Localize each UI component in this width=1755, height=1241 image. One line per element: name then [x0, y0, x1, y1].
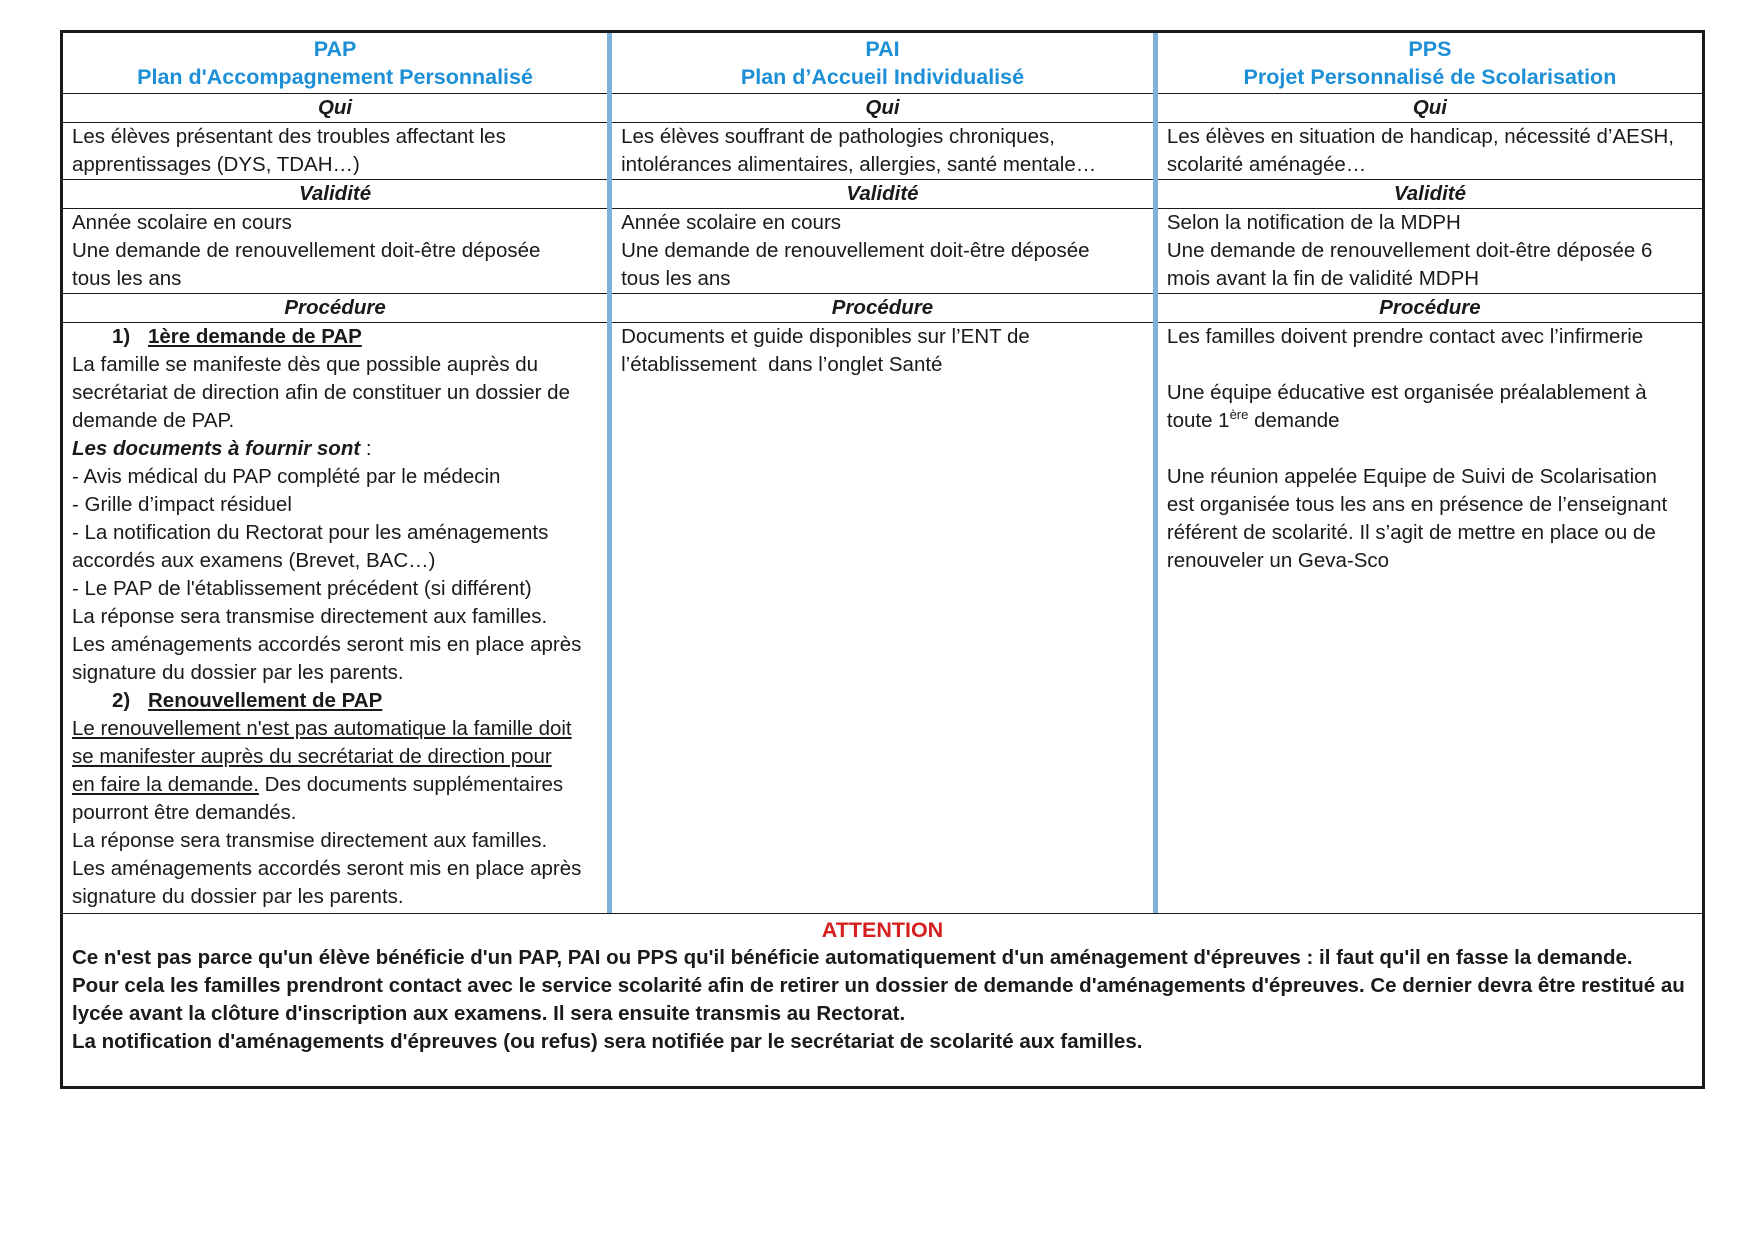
validite-cell-pps [1155, 209, 1702, 294]
section-label: Procédure [63, 294, 610, 323]
text-line: intolérances alimentaires, allergies, santé mentale… [621, 153, 1097, 176]
text-plain: toute 1 [1166, 409, 1230, 432]
section-row-validite [63, 180, 1702, 209]
text-line: signature du dossier par les parents. [72, 661, 404, 684]
attention-line: Pour cela les familles prendront contact avec le service scolarité afin de retirer un dossier de demande d'aménagements d'épreuves. Ce dernier devra être restitué au [72, 974, 1685, 997]
section-label: Validité [63, 180, 610, 209]
text-line: Les aménagements accordés seront mis en place après [72, 633, 582, 656]
header-abbr: PAI [865, 37, 900, 61]
procedure-cell-pai [610, 323, 1156, 914]
document-table-frame [60, 30, 1705, 1089]
text-line: accordés aux examens (Brevet, BAC…) [72, 549, 436, 572]
header-pps [1155, 33, 1702, 94]
attention-line: La notification d'aménagements d'épreuves (ou refus) sera notifiée par le secrétariat de scolarité aux familles. [72, 1030, 1143, 1053]
text-underlined: en faire la demande. [72, 773, 259, 796]
text-line: Les élèves présentant des troubles affectant les [72, 125, 506, 148]
header-title: Projet Personnalisé de Scolarisation [1243, 65, 1617, 89]
text-plain: demande [1248, 409, 1340, 432]
attention-title: ATTENTION [821, 918, 944, 942]
header-title: Plan d’Accueil Individualisé [740, 65, 1025, 89]
text-line-underlined: se manifester auprès du secrétariat de direction pour [72, 745, 552, 768]
section-label: Qui [1155, 94, 1702, 123]
text-line: - Grille d’impact résiduel [72, 493, 292, 516]
content-row-procedure [63, 323, 1702, 914]
content-row-qui [63, 123, 1702, 180]
text-line: Les aménagements accordés seront mis en place après [72, 857, 582, 880]
header-row [63, 33, 1702, 94]
paragraph-gap [1167, 435, 1693, 463]
text-line: secrétariat de direction afin de constituer un dossier de [72, 381, 570, 404]
qui-cell-pap [63, 123, 610, 180]
attention-section [63, 913, 1702, 1086]
header-abbr: PPS [1408, 37, 1452, 61]
content-row-validite [63, 209, 1702, 294]
section-label: Validité [1155, 180, 1702, 209]
text-line: Une équipe éducative est organisée préalablement à [1166, 381, 1647, 404]
text-line: Une demande de renouvellement doit-être déposée 6 [1166, 239, 1653, 262]
section-label: Procédure [1155, 294, 1702, 323]
text-line: Année scolaire en cours [72, 211, 292, 234]
documents-label: Les documents à fournir sont [72, 437, 361, 460]
section-label: Procédure [610, 294, 1156, 323]
attention-line: lycée avant la clôture d'inscription aux examens. Il sera ensuite transmis au Rectorat. [72, 1002, 906, 1025]
section-row-procedure [63, 294, 1702, 323]
text-line [1167, 407, 1693, 435]
section-row-qui [63, 94, 1702, 123]
text-line: Une demande de renouvellement doit-être déposée [621, 239, 1090, 262]
text-line: Les élèves souffrant de pathologies chroniques, [621, 125, 1055, 148]
documents-suffix: : [360, 437, 372, 460]
text-line: Documents et guide disponibles sur l’ENT de [621, 325, 1030, 348]
text-line: mois avant la fin de validité MDPH [1166, 267, 1480, 290]
documents-heading [72, 435, 598, 463]
text-line: Année scolaire en cours [621, 211, 842, 234]
validite-cell-pap [63, 209, 610, 294]
header-title: Plan d'Accompagnement Personnalisé [137, 65, 533, 89]
text-line: signature du dossier par les parents. [72, 885, 404, 908]
comparison-table [63, 33, 1702, 913]
text-line: tous les ans [72, 267, 182, 290]
text-line: La réponse sera transmise directement aux familles. [72, 829, 548, 852]
text-line: Une demande de renouvellement doit-être déposée [72, 239, 541, 262]
text-line: tous les ans [621, 267, 731, 290]
text-line: La famille se manifeste dès que possible auprès du [72, 353, 539, 376]
section-label: Qui [610, 94, 1156, 123]
text-line: Les familles doivent prendre contact avec l’infirmerie [1166, 325, 1644, 348]
text-line: l’établissement dans l’onglet Santé [621, 353, 943, 376]
text-line-underlined: Le renouvellement n'est pas automatique la famille doit [72, 717, 572, 740]
text-line: demande de PAP. [72, 409, 235, 432]
text-line: - Avis médical du PAP complété par le médecin [72, 465, 501, 488]
header-pai [610, 33, 1156, 94]
list-item-first-request [72, 323, 598, 351]
section-label: Qui [63, 94, 610, 123]
section-label: Validité [610, 180, 1156, 209]
text-line: pourront être demandés. [72, 801, 297, 824]
list-title: Renouvellement de PAP [148, 689, 383, 712]
list-number: 1) [112, 325, 131, 348]
list-item-renewal [72, 687, 598, 715]
text-line [72, 771, 598, 799]
superscript: ère [1229, 407, 1249, 423]
paragraph-gap [1167, 351, 1693, 379]
text-line: Selon la notification de la MDPH [1166, 211, 1461, 234]
text-line: Une réunion appelée Equipe de Suivi de Scolarisation [1166, 465, 1657, 488]
procedure-cell-pps [1155, 323, 1702, 914]
text-line: - Le PAP de l'établissement précédent (si différent) [72, 577, 532, 600]
qui-cell-pps [1155, 123, 1702, 180]
list-number: 2) [112, 689, 131, 712]
validite-cell-pai [610, 209, 1156, 294]
text-plain: Des documents supplémentaires [258, 773, 564, 796]
text-line: scolarité aménagée… [1166, 153, 1367, 176]
attention-line: Ce n'est pas parce qu'un élève bénéficie d'un PAP, PAI ou PPS qu'il bénéficie automatiquement d'un aménagement d'épreuves : il faut qu'il en fasse la demande. [72, 946, 1633, 969]
text-line: La réponse sera transmise directement aux familles. [72, 605, 548, 628]
text-line: référent de scolarité. Il s’agit de mettre en place ou de [1166, 521, 1656, 544]
text-line: Les élèves en situation de handicap, nécessité d’AESH, [1166, 125, 1674, 148]
qui-cell-pai [610, 123, 1156, 180]
header-pap [63, 33, 610, 94]
header-abbr: PAP [313, 37, 357, 61]
text-line: - La notification du Rectorat pour les aménagements [72, 521, 549, 544]
text-line: est organisée tous les ans en présence de l’enseignant [1166, 493, 1668, 516]
text-line: apprentissages (DYS, TDAH…) [72, 153, 360, 176]
list-title: 1ère demande de PAP [148, 325, 362, 348]
text-line: renouveler un Geva-Sco [1166, 549, 1390, 572]
procedure-cell-pap [63, 323, 610, 914]
